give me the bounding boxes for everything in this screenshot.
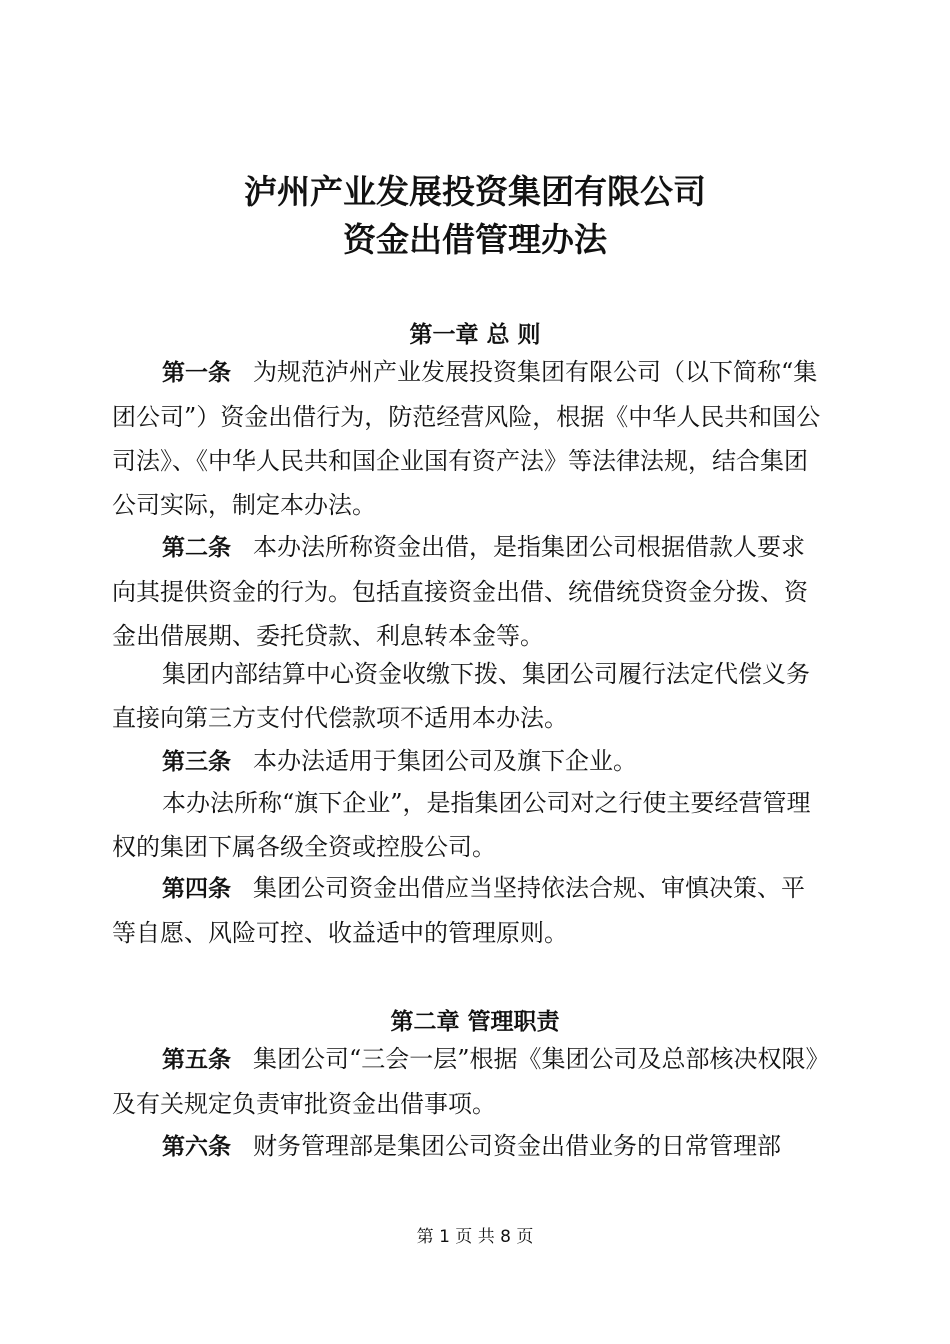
- chapter-heading-2: 第二章 管理职责: [390, 1009, 560, 1035]
- article-text: 集团公司资金出借应当坚持依法合规、审慎决策、平等自愿、风险可控、收益适中的管理原则。: [112, 874, 805, 947]
- article-text: 财务管理部是集团公司资金出借业务的日常管理部: [253, 1132, 781, 1160]
- article-label: 第六条: [162, 1134, 231, 1160]
- article-text: 集团公司“三会一层”根据《集团公司及总部核决权限》及有关规定负责审批资金出借事项。: [112, 1045, 818, 1118]
- article-text: 本办法所称资金出借，是指集团公司根据借款人要求向其提供资金的行为。包括直接资金出借、统借统贷资金分拨、资金出借展期、委托贷款、利息转本金等。: [112, 533, 808, 650]
- article-3: [112, 739, 824, 784]
- article-text: 为规范泸州产业发展投资集团有限公司（以下简称“集团公司”）资金出借行为，防范经营风险，根据《中华人民共和国公司法》、《中华人民共和国企业国有资产法》等法律法规，结合集团公司实际，制定本办法。: [112, 358, 821, 519]
- article-label: 第三条: [162, 749, 231, 775]
- page-footer: 第 1 页 共 8 页: [416, 1227, 534, 1247]
- paragraph-text: 本办法所称“旗下企业”，是指集团公司对之行使主要经营管理权的集团下属各级全资或控股公司。: [112, 789, 811, 861]
- article-label: 第二条: [162, 535, 231, 561]
- paragraph: [112, 781, 824, 869]
- article-label: 第一条: [162, 360, 231, 386]
- paragraph: [112, 652, 824, 740]
- article-5: [112, 1037, 824, 1126]
- article-6: [112, 1124, 824, 1169]
- chapter-heading-1: 第一章 总 则: [409, 322, 541, 348]
- article-label: 第四条: [162, 876, 231, 902]
- article-1: [112, 350, 824, 527]
- paragraph-text: 集团内部结算中心资金收缴下拨、集团公司履行法定代偿义务直接向第三方支付代偿款项不适用本办法。: [112, 660, 810, 732]
- article-text: 本办法适用于集团公司及旗下企业。: [253, 747, 637, 775]
- document-title-line2: 资金出借管理办法: [343, 220, 607, 259]
- article-2: [112, 525, 824, 658]
- document-title-line1: 泸州产业发展投资集团有限公司: [244, 172, 706, 211]
- article-label: 第五条: [162, 1047, 231, 1073]
- article-4: [112, 866, 824, 955]
